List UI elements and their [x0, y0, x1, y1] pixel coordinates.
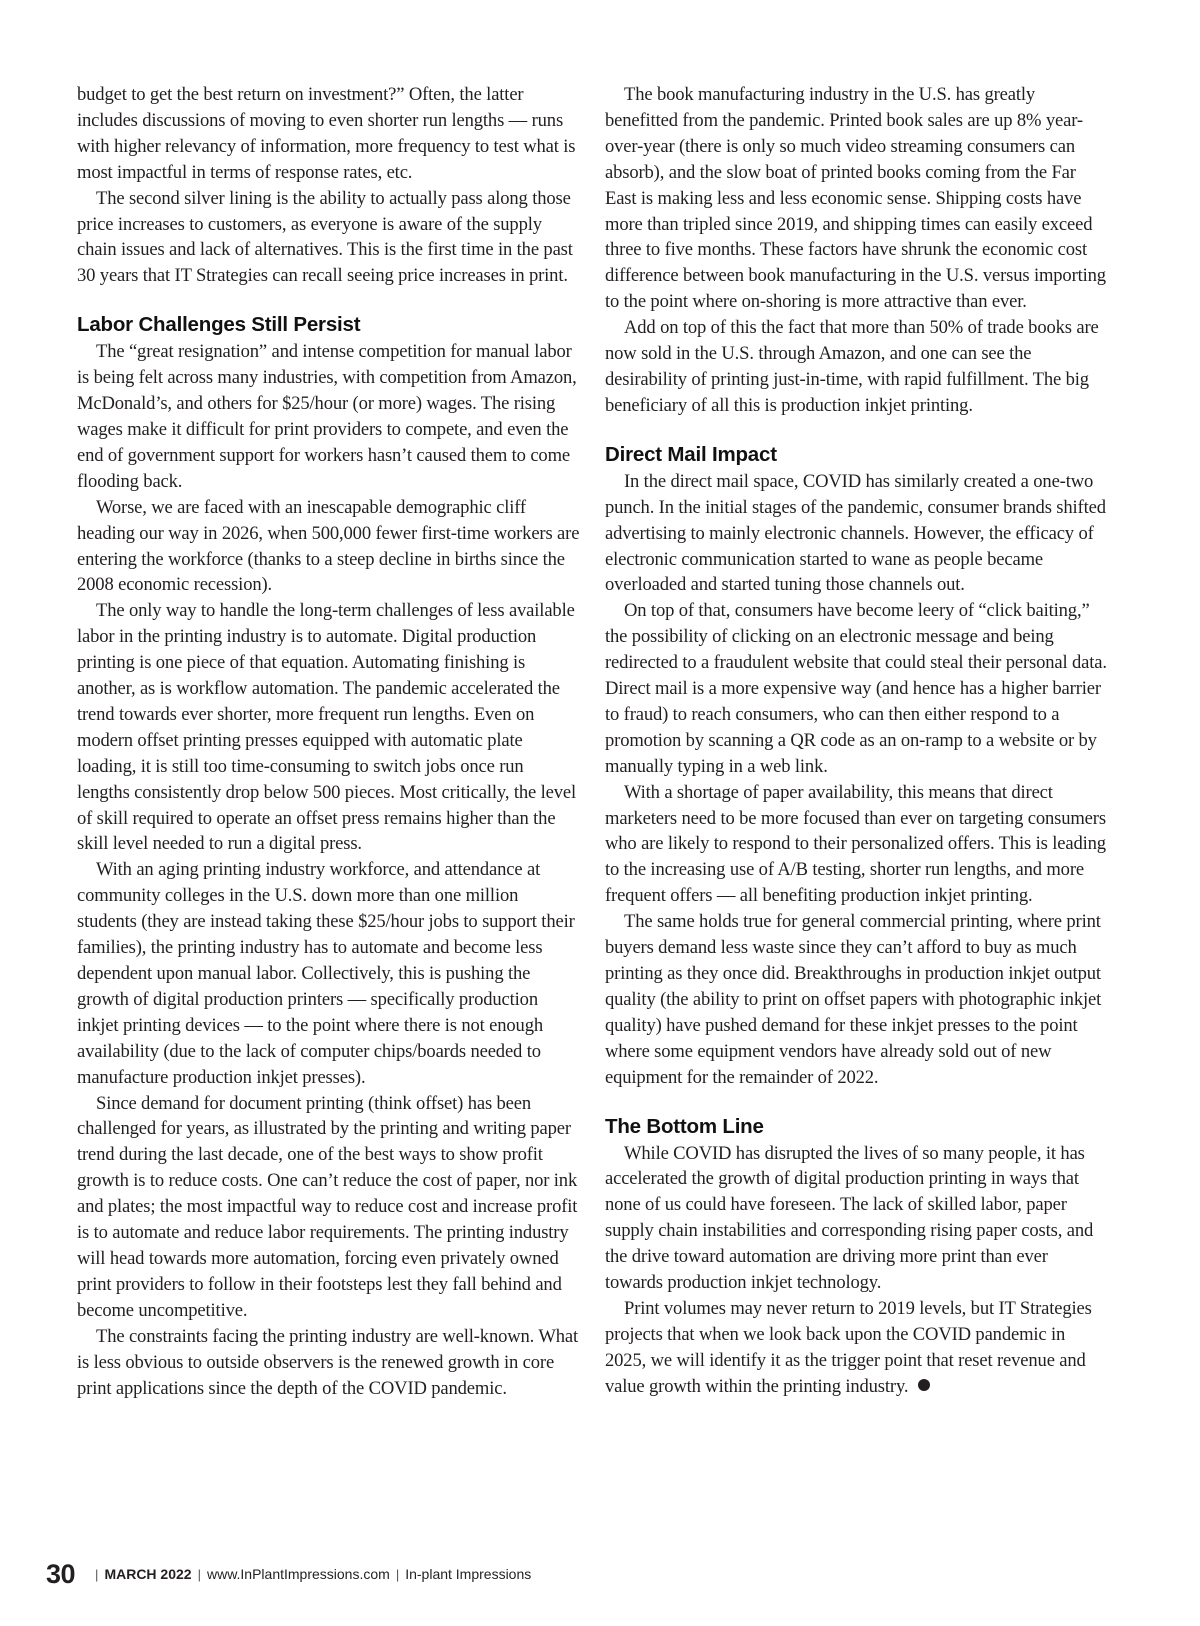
- body-paragraph: With an aging printing industry workforce, and attendance at community colleges in the U.S. down more than one million students (they are instead taking these $25/hour jobs to support their families), the printing industry has to automate and become less dependent upon manual labor. Collectively, this is pushing the growth of digital production printers — specifically production inkjet printing devices — to the point where there is not enough availability (due to the lack of computer chips/boards needed to manufacture production inkjet presses).: [77, 859, 575, 1088]
- body-paragraph: The second silver lining is the ability to actually pass along those price increases to customers, as everyone is aware of the supply chain issues and lack of alternatives. This is the first time in the past 30 years that IT Strategies can recall seeing price increases in print.: [77, 187, 573, 287]
- body-paragraph: On top of that, consumers have become leery of “click baiting,” the possibility of clicking on an electronic message and being redirected to a fraudulent website that could steal their personal data. Direct mail is a more expensive way (and hence has a higher barrier to fraud) to reach consumers, who can then either respond to a promotion by scanning a QR code as an on-ramp to a website or by manually typing in a web link.: [605, 600, 1107, 777]
- issue-date: MARCH 2022: [104, 1566, 192, 1582]
- section-heading-direct-mail: Direct Mail Impact: [605, 442, 777, 466]
- body-paragraph: The constraints facing the printing industry are well-known. What is less obvious to outside observers is the renewed growth in core print applications since the depth of the COVID pandemic.: [77, 1325, 578, 1399]
- footer-separator: |: [197, 1566, 201, 1582]
- page-footer: [46, 1556, 537, 1592]
- right-column: [605, 82, 1108, 1400]
- footer-separator: |: [95, 1566, 99, 1582]
- section-heading-labor: Labor Challenges Still Persist: [77, 313, 361, 337]
- body-paragraph: While COVID has disrupted the lives of so many people, it has accelerated the growth of digital production printing in ways that none of us could have foreseen. The lack of skilled labor, paper supply chain instabilities and corresponding rising paper costs, and the drive toward automation are driving more print than ever towards production inkjet technology.: [605, 1142, 1094, 1294]
- body-paragraph: Worse, we are faced with an inescapable demographic cliff heading our way in 2026, when 500,000 fewer first-time workers are entering the workforce (thanks to a steep decline in births since the 2008 economic recession).: [77, 496, 580, 596]
- website-url: www.InPlantImpressions.com: [206, 1566, 390, 1582]
- section-heading-bottom-line: The Bottom Line: [605, 1114, 764, 1138]
- body-paragraph: The “great resignation” and intense competition for manual labor is being felt across many industries, with competition from Amazon, McDonald’s, and others for $25/hour (or more) wages. The rising wages make it difficult for print providers to compete, and even the end of government support for workers hasn’t caused them to come flooding back.: [77, 341, 577, 492]
- body-paragraph: The only way to handle the long-term challenges of less available labor in the printing industry is to automate. Digital production printing is one piece of that equation. Automating finishing is another, as is workflow automation. The pandemic accelerated the trend towards ever shorter, more frequent run lengths. Even on modern offset printing presses equipped with automatic plate loading, it is still too time-consuming to switch jobs once run lengths consistently drop below 500 pieces. Most critically, the level of skill required to operate an offset press remains higher than the skill level needed to run a digital press.: [77, 600, 576, 855]
- footer-separator: |: [395, 1566, 400, 1582]
- body-paragraph: The book manufacturing industry in the U.S. has greatly benefitted from the pandemic. Printed book sales are up 8% year-over-year (there is only so much video streaming consumers can absorb), and the slow boat of printed books coming from the Far East is making less and less economic sense. Shipping costs have more than tripled since 2019, and shipping times can easily exceed three to five months. These factors have shrunk the economic cost difference between book manufacturing in the U.S. versus importing to the point where on-shoring is more attractive than ever.: [605, 84, 1106, 313]
- body-paragraph: The same holds true for general commercial printing, where print buyers demand less waste since they can’t afford to buy as much printing as they once did. Breakthroughs in production inkjet output quality (the ability to print on offset papers with photographic inkjet quality) have pushed demand for these inkjet presses to the point where some equipment vendors have already sold out of new equipment for the remainder of 2022.: [605, 911, 1102, 1088]
- body-paragraph-final: [605, 1296, 1108, 1400]
- body-paragraph: Add on top of this the fact that more than 50% of trade books are now sold in the U.S. through Amazon, and one can see the desirability of printing just-in-time, with rapid fulfillment. The big beneficiary of all this is production inkjet printing.: [605, 317, 1099, 416]
- body-paragraph: In the direct mail space, COVID has similarly created a one-two punch. In the initial stages of the pandemic, consumer brands shifted advertising to mainly electronic channels. However, the efficacy of electronic communication started to wane as people became overloaded and started tuning those channels out.: [605, 470, 1106, 596]
- final-paragraph-text: Print volumes may never return to 2019 levels, but IT Strategies projects that when we look back upon the COVID pandemic in 2025, we will identify it as the trigger point that reset revenue and value growth within the printing industry.: [605, 1297, 1092, 1397]
- publication-name: In-plant Impressions: [405, 1566, 532, 1582]
- end-of-article-bullet-icon: [918, 1379, 930, 1391]
- body-paragraph: budget to get the best return on investment?” Often, the latter includes discussions of moving to even shorter run lengths — runs with higher relevancy of information, more frequency to test what is most impactful in terms of response rates, etc.: [77, 84, 576, 183]
- body-paragraph: Since demand for document printing (think offset) has been challenged for years, as illustrated by the printing and writing paper trend during the last decade, one of the best ways to show profit growth is to reduce costs. One can’t reduce the cost of paper, nor ink and plates; the most impactful way to reduce cost and increase profit is to automate and reduce labor requirements. The printing industry will head towards more automation, forcing even privately owned print providers to follow in their footsteps lest they fall behind and become uncompetitive.: [77, 1092, 578, 1321]
- body-paragraph: With a shortage of paper availability, this means that direct marketers need to be more focused than ever on targeting consumers who are likely to respond to their personalized offers. This is leading to the increasing use of A/B testing, shorter run lengths, and more frequent offers — all benefiting production inkjet printing.: [605, 781, 1106, 907]
- left-column: [77, 82, 580, 1401]
- page-number: 30: [46, 1558, 76, 1589]
